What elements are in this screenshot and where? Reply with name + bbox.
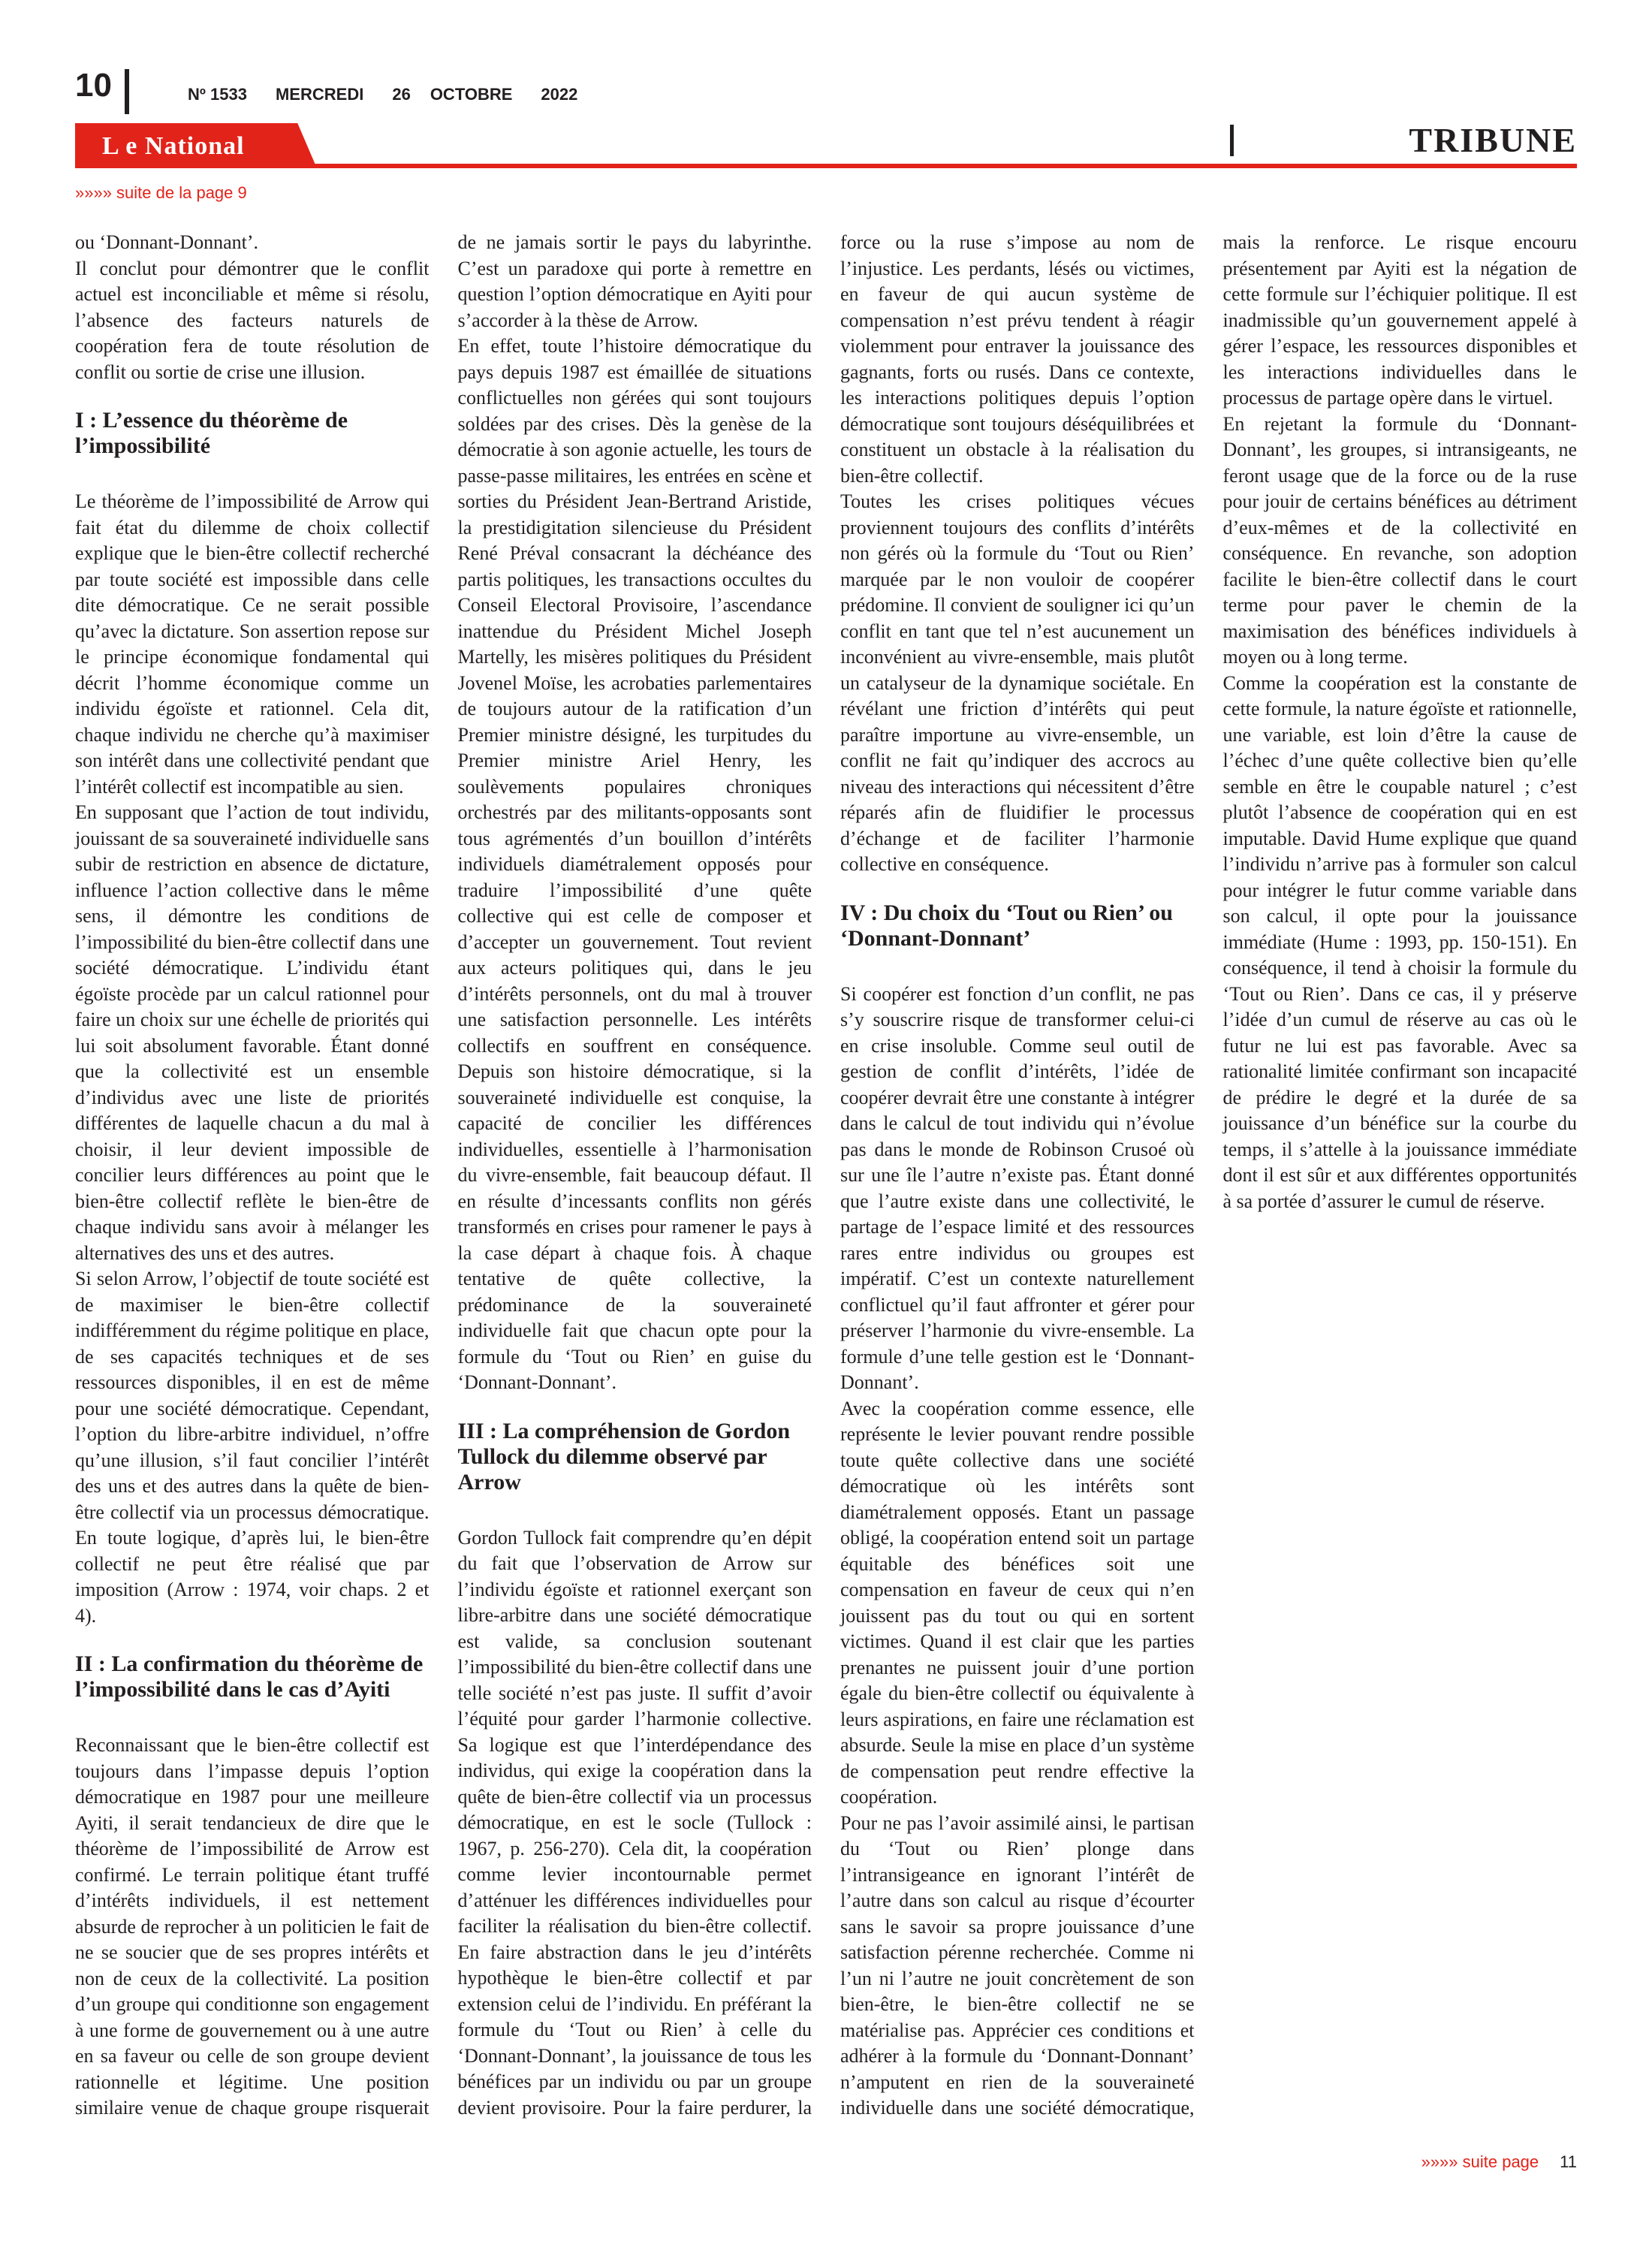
paragraph: Il conclut pour démontrer que le conflit actuel est inconciliable et même si résolu, l’absence des facteurs naturels de coopération fera de toute résolution de conflit ou sortie de crise une illusion. <box>75 257 430 383</box>
issue-weekday: MERCREDI <box>275 85 364 104</box>
continued-on <box>1421 2152 1577 2172</box>
page-number-divider <box>125 69 129 114</box>
section-heading: IV : Du choix du ‘Tout ou Rien’ ou ‘Donnant-Donnant’ <box>840 900 1173 951</box>
brand-name: L e National <box>102 132 245 160</box>
section-heading: I : L’essence du théorème de l’impossibilité <box>75 408 348 458</box>
paragraph: Si selon Arrow, l’objectif de toute société est de maximiser le bien-être collectif indifféremment du régime politique en place, de ses capacités techniques et de ses ressources disponibles, il en est de même pour une société démocratique. Cependant, l’option du libre-arbitre individuel, n’offre qu’une illusion, s’il faut concilier l’intérêt des uns et des autres dans la quête de bien-être collectif via un processus démocratique. En toute logique, d’après lui, le bien-être collectif ne peut être réalisé que par imposition (Arrow : 1974, voir chaps. 2 et 4). <box>75 1268 430 1627</box>
paragraph: Reconnaissant que le bien-être collectif est toujours dans l’impasse depuis l’option démocratique en 1987 pour une meilleure Ayiti, il serait tendancieux de dire que le théorème de l’impossibilité de Arrow est confirmé. Le terrain politique étant truffé d’intérêts individuels, il est nettement absurde de reprocher à un politicien le fait de ne se soucier que de ses propres intérêts et non de ceux de la collectivité. La position d’un groupe qui conditionne son engagement à une forme de gouvernement ou à une autre en sa faveur ou celle de son groupe devient rationnelle et légitime. Une position similaire venue de chaque groupe risquerait de ne jamais sortir le pays du labyrinthe. C’est un paradoxe qui porte à remettre en question l’option démocratique en Ayiti pour s’accorder à la thèse de Arrow. <box>75 231 812 2119</box>
page-number: 10 <box>75 67 112 104</box>
paragraph: Toutes les crises politiques vécues proviennent toujours des conflits d’intérêts non gérés où la formule du ‘Tout ou Rien’ marquée par le non vouloir de coopérer prédomine. Il convient de souligner ici qu’un conflit en tant que tel n’est aucunement un inconvénient au vivre-ensemble, mais plutôt un catalyseur de la dynamique sociétale. En révélant une friction d’intérêts qui peut paraître importune au vivre-ensemble, un conflit ne fait qu’indiquer des accrocs au niveau des interactions qui nécessitent d’être réparés afin de fluidifier le processus d’échange et de faciliter l’harmonie collective en conséquence. <box>840 490 1195 875</box>
paragraph: En rejetant la formule du ‘Donnant-Donnant’, les groupes, si intransigeants, ne feront usage que de la force ou de la ruse pour jouir de certains bénéfices au détriment d’eux-mêmes et de la collectivité en conséquence. En revanche, son adoption facilite le bien-être collectif dans le court terme pour paver le chemin de la maximisation des bénéfices individuels à moyen ou à long terme. <box>1222 412 1577 668</box>
issue-month: OCTOBRE <box>430 85 513 104</box>
continued-from-page: 9 <box>237 183 247 202</box>
continued-on-page: 11 <box>1560 2152 1577 2171</box>
continued-from-label: »»»» suite de la page <box>75 183 234 202</box>
paragraph: Pour ne pas l’avoir assimilé ainsi, le partisan du ‘Tout ou Rien’ plonge dans l’intransigeance en ignorant l’intérêt de l’autre dans son calcul au risque d’écourter sans le savoir sa propre jouissance d’une satisfaction pérenne recherchée. Comme ni l’un ni l’autre ne jouit concrètement de son bien-être, le bien-être collectif ne se matérialise pas. Apprécier ces conditions et adhérer à la formule du ‘Donnant-Donnant’ n’amputent en rien de la souveraineté individuelle dans une société démocratique, mais la renforce. Le risque encouru présentement par Ayiti est la négation de cette formule sur l’échiquier politique. Il est inadmissible qu’un gouvernement appelé à gérer l’espace, les ressources disponibles et les interactions individuelles dans le processus de partage opère dans le virtuel. <box>840 231 1577 2119</box>
paragraph: ou ‘Donnant-Donnant’. <box>75 231 259 253</box>
paragraph: En supposant que l’action de tout individu, jouissant de sa souveraineté individuelle sans subir de restriction en absence de dictature, influence l’action collective dans le même sens, il démontre les conditions de l’impossibilité du bien-être collectif dans une société démocratique. L’individu étant égoïste procède par un calcul rationnel pour faire un choix sur une échelle de priorités qui lui soit absolument favorable. Étant donné que la collectivité est un ensemble d’individus avec une liste de priorités différentes de laquelle chacun a du mal à choisir, il leur devient impossible de concilier leurs différences au point que le bien-être collectif reflète le bien-être de chaque individu sans avoir à mélanger les alternatives des uns et des autres. <box>75 801 430 1264</box>
paragraph: Gordon Tullock fait comprendre qu’en dépit du fait que l’observation de Arrow sur l’individu égoïste et rationnel exerçant son libre-arbitre dans une société démocratique est valide, sa conclusion soutenant l’impossibilité du bien-être collectif dans une telle société n’est pas juste. Il suffit d’avoir l’équité pour garder l’harmonie collective. Sa logique est que l’interdépendance des individus, qui exige la coopération dans la quête de bien-être collectif via un processus démocratique, en est le socle (Tullock : 1967, p. 256-270). Cela dit, la coopération comme levier incontournable permet d’atténuer les différences individuelles pour faciliter la réalisation du bien-être collectif. En faire abstraction dans le jeu d’intérêts hypothèque le bien-être collectif et par extension celui de l’individu. En préférant la formule du ‘Tout ou Rien’ à celle du ‘Donnant-Donnant’, la jouissance de tous les bénéfices par un individu ou par un groupe devient provisoire. Pour la faire perdurer, la force ou la ruse s’impose au nom de l’injustice. Les perdants, lésés ou victimes, en faveur de qui aucun système de compensation n’est prévu tendent à réagir violemment pour entraver la jouissance des gagnants, forts ou rusés. Dans ce contexte, les interactions politiques depuis l’option démocratique sont toujours déséquilibrées et constituent un obstacle à la réalisation du bien-être collectif. <box>457 231 1195 2119</box>
paragraph: Le théorème de l’impossibilité de Arrow qui fait état du dilemme de choix collectif explique que le bien-être collectif recherché par toute société est impossible dans celle dite démocratique. Ce ne serait possible qu’avec la dictature. Son assertion repose sur le principe économique fondamental qui décrit l’homme économique comme un individu égoïste et rationnel. Cela dit, chaque individu ne cherche qu’à maximiser son intérêt dans une collectivité pendant que l’intérêt collectif est incompatible au sien. <box>75 490 430 798</box>
issue-info <box>188 86 606 104</box>
section-title: TRIBUNE <box>1409 121 1577 159</box>
section-heading: III : La compréhension de Gordon Tullock du dilemme observé par Arrow <box>457 1418 791 1494</box>
header-rule <box>75 164 1577 168</box>
continued-on-label: »»»» suite page <box>1421 2152 1539 2171</box>
paragraph: Avec la coopération comme essence, elle représente le levier pouvant rendre possible toute quête collective dans une société démocratique où les intérêts sont diamétralement opposés. Etant un passage obligé, la coopération entend soit un partage équitable des bénéfices soit une compensation en faveur de ceux qui n’en jouissent pas du tout ou qui en sortent victimes. Quand il est clair que les parties prenantes ne puissent jouir d’une portion égale du bien-être collectif ou équivalente à leurs aspirations, en faire une réclamation est absurde. Seule la mise en place d’un système de compensation peut rendre effective la coopération. <box>840 1397 1195 1808</box>
issue-year: 2022 <box>541 85 578 104</box>
issue-number: Nº 1533 <box>188 85 247 104</box>
section-heading: II : La confirmation du théorème de l’impossibilité dans le cas d’Ayiti <box>75 1651 424 1702</box>
issue-day: 26 <box>392 85 411 104</box>
paragraph: En effet, toute l’histoire démocratique du pays depuis 1987 est émaillée de situations conflictuelles non gérées qui sont toujours soldées par des crises. Dès la genèse de la démocratie à son agonie actuelle, les tours de passe-passe militaires, les entrées en scène et sorties du Président Jean-Bertrand Aristide, la prestidigitation silencieuse du Président René Préval consacrant la déchéance des partis politiques, les transactions occultes du Conseil Electoral Provisoire, l’ascendance inattendue du Président Michel Joseph Martelly, les misères politiques du Président Jovenel Moïse, les acrobaties parlementaires de toujours autour de la ratification d’un Premier ministre désigné, les turpitudes du Premier ministre Ariel Henry, les soulèvements populaires chroniques orchestrés par des militants-opposants sont tous agrémentés d’un bouillon d’intérêts individuels diamétralement opposés pour traduire l’impossibilité d’une quête collective qui est celle de composer et d’accepter un gouvernement. Tout revient aux acteurs politiques qui, dans le jeu d’intérêts personnels, ont du mal à trouver une satisfaction personnelle. Les intérêts collectifs en souffrent en conséquence. Depuis son histoire démocratique, si la souveraineté individuelle est conquise, la capacité de concilier les différences individuelles, essentielle à l’harmonisation du vivre-ensemble, fait beaucoup défaut. Il en résulte d’incessants conflits non gérés transformés en crises pour ramener le pays à la case départ à chaque fois. À chaque tentative de quête collective, la prédominance de la souveraineté individuelle fait que chacun opte pour la formule du ‘Tout ou Rien’ en guise du ‘Donnant-Donnant’. <box>457 335 812 1393</box>
article-body <box>75 230 1577 2137</box>
continued-from <box>75 183 247 203</box>
section-divider <box>1230 125 1234 156</box>
paragraph: Comme la coopération est la constante de cette formule, la nature égoïste et rationnelle, une variable, est loin d’être la cause de l’échec d’une quête collective bien qu’elle semble en être le coupable naturel ; c’est plutôt l’absence de coopération qui en est imputable. David Hume explique que quand l’individu n’arrive pas à formuler son calcul pour intégrer le futur comme variable dans son calcul, il opte pour la jouissance immédiate (Hume : 1993, pp. 150-151). En conséquence, il tend à choisir la formule du ‘Tout ou Rien’. Dans ce cas, il y préserve l’idée d’un cumul de réserve au cas où le futur ne lui est pas favorable. Avec sa rationalité limitée confirmant son incapacité de prédire le degré et la durée de sa jouissance d’un bénéfice sur la courbe du temps, il s’attelle à la jouissance immédiate dont il est sûr et aux différentes opportunités à sa portée d’assurer le cumul de réserve. <box>1222 671 1577 1212</box>
paragraph: Si coopérer est fonction d’un conflit, ne pas s’y souscrire risque de transformer celui-ci en crise insoluble. Comme seul outil de gestion de conflit d’intérêts, l’idée de coopérer devrait être une constante à intégrer dans le calcul de tout individu qui n’évolue pas dans le monde de Robinson Crusoé où sur une île l’autre n’existe pas. Étant donné que l’autre existe dans une collectivité, le partage de l’espace limité et des ressources rares entre individus ou groupes est impératif. C’est un contexte naturellement conflictuel qu’il faut affronter et gérer pour préserver l’harmonie du vivre-ensemble. La formule d’une telle gestion est le ‘Donnant-Donnant’. <box>840 982 1195 1393</box>
